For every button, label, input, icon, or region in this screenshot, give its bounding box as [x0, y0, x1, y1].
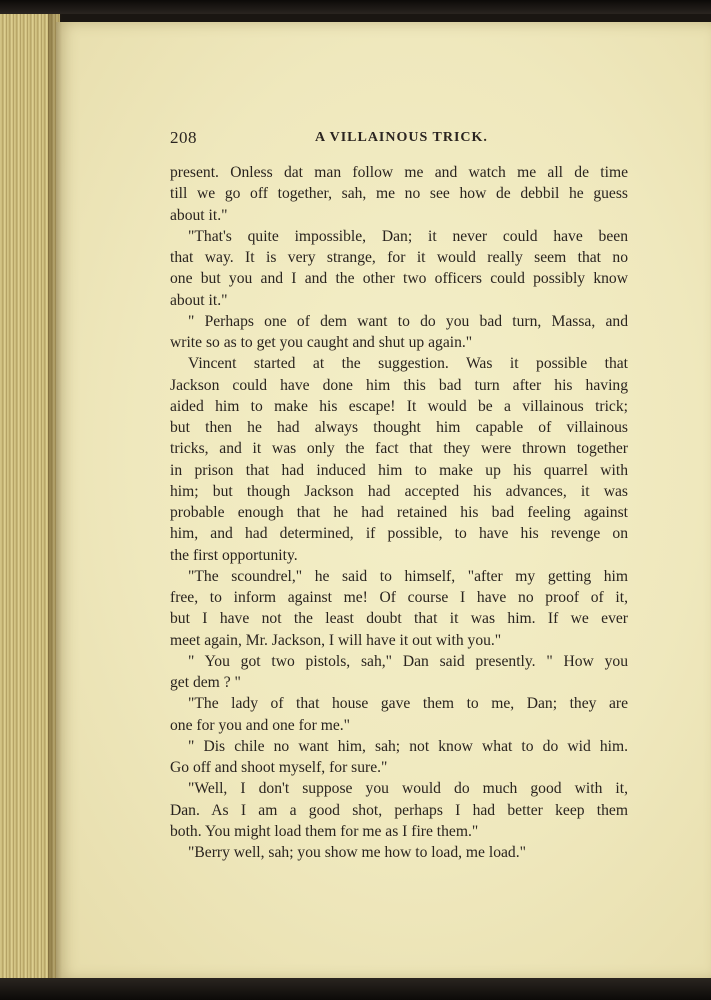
text-line: " Dis chile no want him, sah; not know what to do wid him.	[188, 737, 628, 755]
text-line: that way. It is very strange, for it would really seem that no	[170, 249, 628, 266]
text-line: " Perhaps one of dem want to do you bad turn, Massa, and	[188, 312, 628, 330]
text-line: "The scoundrel," he said to himself, "after my getting him	[188, 567, 628, 585]
text-line: one for you and one for me."	[170, 716, 351, 734]
text-line: meet again, Mr. Jackson, I will have it out with you."	[170, 631, 502, 649]
text-line: "The lady of that house gave them to me, Dan; they are	[188, 695, 628, 713]
text-line: "Well, I don't suppose you would do much good with it,	[188, 780, 628, 798]
scan-top-edge	[0, 0, 711, 14]
text-line: probable enough that he had retained his bad feeling against	[170, 504, 628, 521]
text-line: in prison that had induced him to make up his quarrel with	[170, 461, 628, 479]
text-line: one but you and I and the other two officers could possibly know	[170, 270, 628, 288]
text-line: write so as to get you caught and shut up again."	[170, 334, 473, 351]
text-line: aided him to make his escape! It would be a villainous trick;	[170, 397, 628, 415]
page-header	[170, 128, 630, 154]
text-line: but then he had always thought him capable of villainous	[170, 419, 628, 436]
running-head: A VILLAINOUS TRICK.	[315, 130, 488, 145]
text-line: get dem ? "	[170, 674, 241, 691]
text-line: both. You might load them for me as I fire them."	[170, 822, 479, 840]
text-line: but I have not the least doubt that it was him. If we ever	[170, 610, 628, 628]
text-line: free, to inform against me! Of course I have no proof of it,	[170, 589, 628, 606]
gutter-shadow	[48, 14, 62, 980]
text-line: till we go off together, sah, me no see how de debbil he guess	[170, 185, 628, 203]
text-line: him; but though Jackson had accepted his advances, it was	[170, 482, 628, 500]
text-line: about it."	[170, 291, 228, 309]
text-line: "Berry well, sah; you show me how to load, me load."	[188, 844, 526, 861]
text-line: " You got two pistols, sah," Dan said presently. " How you	[188, 652, 628, 670]
body-text	[170, 162, 628, 863]
text-line: "That's quite impossible, Dan; it never could have been	[188, 227, 628, 245]
text-line: about it."	[170, 206, 228, 224]
text-line: the first opportunity.	[170, 546, 298, 564]
text-line: Vincent started at the suggestion. Was it possible that	[188, 355, 628, 373]
page-number: 208	[170, 128, 197, 147]
scan-bottom-edge	[0, 978, 711, 1000]
text-line: present. Onless dat man follow me and watch me all de time	[170, 164, 628, 181]
text-line: tricks, and it was only the fact that they were thrown together	[170, 440, 628, 458]
text-line: Go off and shoot myself, for sure."	[170, 759, 388, 776]
text-line: Dan. As I am a good shot, perhaps I had better keep them	[170, 801, 628, 819]
text-line: Jackson could have done him this bad turn after his having	[170, 376, 628, 394]
text-line: him, and had determined, if possible, to have his revenge on	[170, 525, 628, 543]
